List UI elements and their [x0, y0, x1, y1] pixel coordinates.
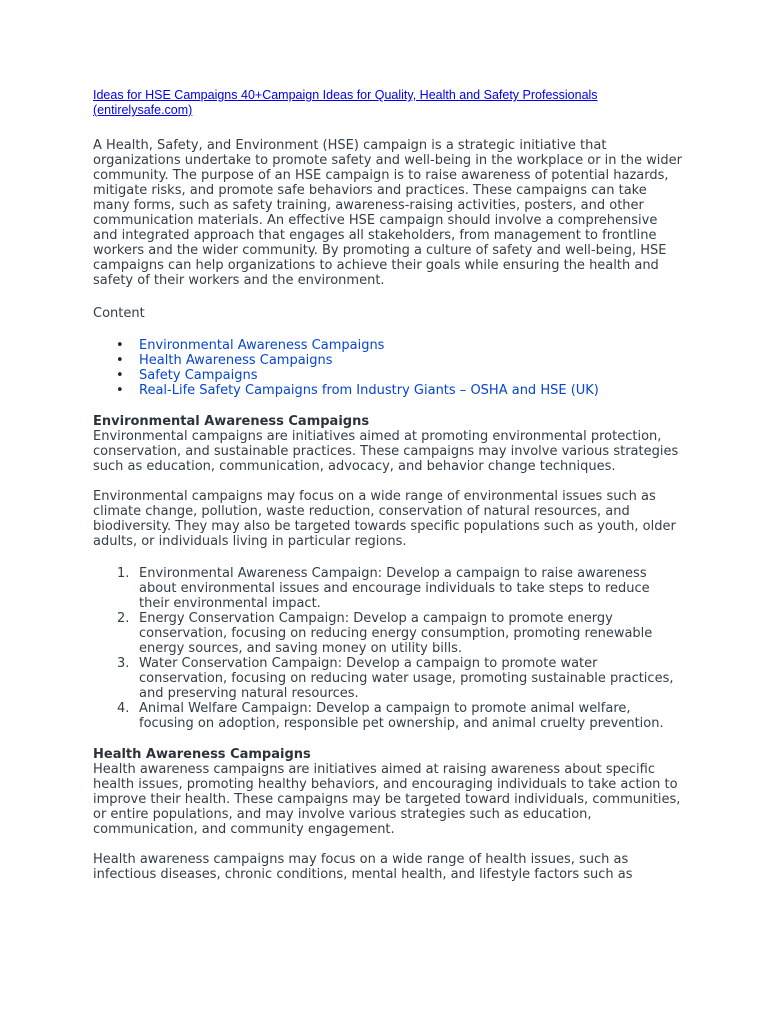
source-link[interactable]: Ideas for HSE Campaigns 40+Campaign Ideas for Quality, Health and Safety Professionals (entirelysafe.com)	[93, 88, 598, 117]
health-paragraph-2: Health awareness campaigns may focus on a wide range of health issues, such as infectious diseases, chronic conditions, mental health, and lifestyle factors such as	[93, 852, 633, 882]
list-number: 4.	[117, 701, 130, 716]
list-item	[117, 701, 683, 731]
list-number: 2.	[117, 611, 130, 626]
list-item-text: Environmental Awareness Campaign: Develop a campaign to raise awareness about environmental issues and encourage individuals to take steps to reduce their environmental impact.	[139, 566, 650, 611]
list-number: 1.	[117, 566, 130, 581]
intro-paragraph: A Health, Safety, and Environment (HSE) campaign is a strategic initiative that organizations undertake to promote safety and well-being in the workplace or in the wider community. The purpose of an HSE campaign is to raise awareness of potential hazards, mitigate risks, and promote safe behaviors and practices. These campaigns can take many forms, such as safety training, awareness-raising activities, posters, and other communication materials. An effective HSE campaign should involve a comprehensive and integrated approach that engages all stakeholders, from management to frontline workers and the wider community. By promoting a culture of safety and well-being, HSE campaigns can help organizations to achieve their goals while ensuring the health and safety of their workers and the environment.	[93, 138, 682, 288]
toc-link-real-life[interactable]: Real-Life Safety Campaigns from Industry Giants – OSHA and HSE (UK)	[139, 383, 599, 398]
toc-item	[139, 338, 683, 353]
health-paragraph-1: Health awareness campaigns are initiatives aimed at raising awareness about specific health issues, promoting healthy behaviors, and encouraging individuals to take action to improve their health. These campaigns may be targeted toward individuals, communities, or entire populations, and may involve various strategies such as education, communication, and community engagement.	[93, 762, 681, 837]
toc-link-safety[interactable]: Safety Campaigns	[139, 368, 258, 383]
table-of-contents	[93, 338, 683, 398]
content-label: Content	[93, 306, 145, 321]
list-item	[117, 566, 683, 611]
env-paragraph-1: Environmental campaigns are initiatives aimed at promoting environmental protection, conservation, and sustainable practices. These campaigns may involve various strategies such as education, communication, advocacy, and behavior change techniques.	[93, 429, 679, 474]
toc-link-health[interactable]: Health Awareness Campaigns	[139, 353, 333, 368]
env-heading: Environmental Awareness Campaigns	[93, 414, 370, 429]
list-item-text: Animal Welfare Campaign: Develop a campaign to promote animal welfare, focusing on adoption, responsible pet ownership, and animal cruelty prevention.	[139, 701, 664, 731]
toc-link-environmental[interactable]: Environmental Awareness Campaigns	[139, 338, 385, 353]
health-heading: Health Awareness Campaigns	[93, 747, 311, 762]
document-page	[93, 88, 683, 882]
toc-item	[139, 383, 683, 398]
list-number: 3.	[117, 656, 130, 671]
list-item-text: Water Conservation Campaign: Develop a campaign to promote water conservation, focusing on reducing water usage, promoting sustainable practices, and preserving natural resources.	[139, 656, 674, 701]
list-item	[117, 656, 683, 701]
env-ideas-list	[93, 566, 683, 731]
env-paragraph-2: Environmental campaigns may focus on a wide range of environmental issues such as climate change, pollution, waste reduction, conservation of natural resources, and biodiversity. They may also be targeted towards specific populations such as youth, older adults, or individuals living in particular regions.	[93, 489, 676, 549]
toc-item	[139, 368, 683, 383]
list-item-text: Energy Conservation Campaign: Develop a campaign to promote energy conservation, focusing on reducing energy consumption, promoting renewable energy sources, and saving money on utility bills.	[139, 611, 653, 656]
list-item	[117, 611, 683, 656]
toc-item	[139, 353, 683, 368]
